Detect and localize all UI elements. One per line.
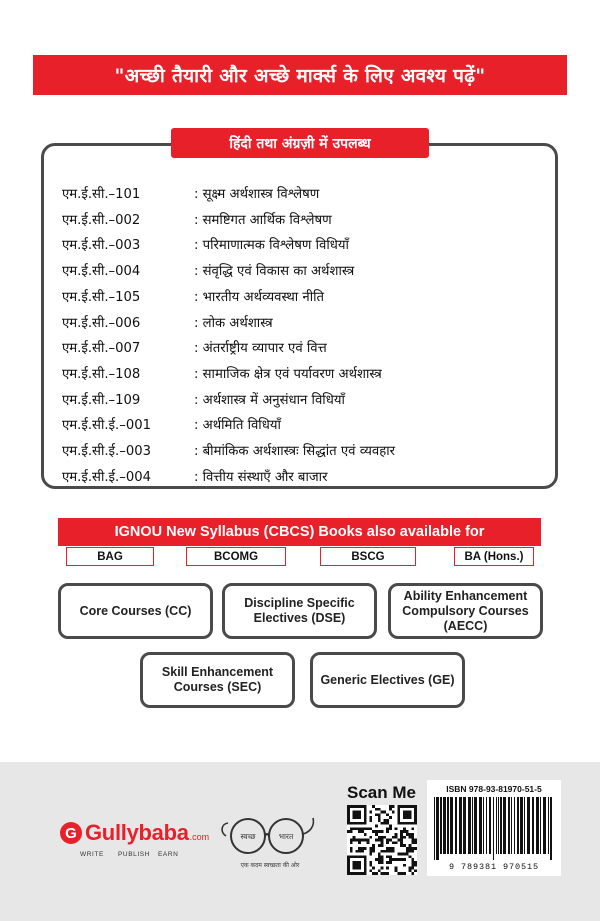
programme-tag-ba-hons: BA (Hons.) bbox=[454, 547, 534, 566]
course-code: एम.ई.सी.ई.–004 bbox=[62, 469, 151, 485]
course-title: : परिमाणात्मक विश्लेषण विधियाँ bbox=[194, 238, 349, 254]
course-row bbox=[62, 467, 327, 485]
scan-me-label: Scan Me bbox=[347, 783, 416, 802]
course-row bbox=[62, 235, 349, 253]
course-code: एम.ई.सी.–002 bbox=[62, 212, 141, 228]
category-core-courses: Core Courses (CC) bbox=[58, 583, 213, 639]
course-title: : वित्तीय संस्थाएँ और बाजार bbox=[194, 469, 328, 485]
category-ge: Generic Electives (GE) bbox=[310, 652, 465, 708]
gullybaba-domain-suffix: .com bbox=[189, 832, 210, 842]
category-aecc: Ability Enhancement Compulsory Courses (AECC) bbox=[388, 583, 543, 639]
course-title: : संवृद्धि एवं विकास का अर्थशास्त्र bbox=[194, 264, 355, 280]
availability-tag: हिंदी तथा अंग्रज़ी में उपलब्ध bbox=[171, 128, 429, 158]
course-row bbox=[62, 210, 332, 228]
course-row bbox=[62, 364, 382, 382]
swachh-bharat-glasses-icon bbox=[218, 806, 318, 862]
bharat-text: भारत bbox=[278, 832, 294, 841]
course-code: एम.ई.सी.–004 bbox=[62, 264, 141, 280]
course-code: एम.ई.सी.ई.–001 bbox=[62, 418, 151, 434]
category-dse: Discipline Specific Electives (DSE) bbox=[222, 583, 377, 639]
course-code: एम.ई.सी.–105 bbox=[62, 289, 141, 305]
course-title: : भारतीय अर्थव्यवस्था नीति bbox=[194, 289, 325, 305]
course-code: एम.ई.सी.ई.–003 bbox=[62, 444, 151, 459]
course-title: : अर्थशास्त्र में अनुसंधान विधियाँ bbox=[194, 392, 345, 408]
course-code: एम.ई.सी.–109 bbox=[62, 392, 141, 408]
course-title: : अंतर्राष्ट्रीय व्यापार एवं वित्त bbox=[194, 341, 327, 357]
qr-code-icon[interactable] bbox=[347, 805, 417, 875]
programme-tag-bcomg: BCOMG bbox=[186, 547, 286, 566]
course-row bbox=[62, 415, 281, 433]
barcode-digits: 9 789381 970515 bbox=[448, 862, 539, 872]
course-code: एम.ई.सी.–007 bbox=[62, 341, 141, 357]
barcode-icon bbox=[432, 797, 556, 860]
tagline-write: WRITE bbox=[80, 851, 104, 858]
course-row bbox=[62, 338, 327, 356]
course-code: एम.ई.सी.–006 bbox=[62, 315, 141, 331]
top-banner: "अच्छी तैयारी और अच्छे मार्क्स के लिए अवश्य पढ़ें" bbox=[33, 55, 567, 95]
course-title: : अर्थमिति विधियाँ bbox=[194, 418, 281, 434]
course-title: : बीमांकिक अर्थशास्त्रः सिद्धांत एवं व्यवहार bbox=[194, 444, 396, 459]
course-title: : समष्टिगत आर्थिक विश्लेषण bbox=[194, 212, 332, 228]
course-code: एम.ई.सी.–003 bbox=[62, 238, 141, 254]
course-title: : सामाजिक क्षेत्र एवं पर्यावरण अर्थशास्त्र bbox=[194, 366, 382, 382]
course-row bbox=[62, 313, 273, 331]
course-row bbox=[62, 184, 319, 202]
isbn-number: ISBN 978-93-81970-51-5 bbox=[446, 784, 542, 794]
course-row bbox=[62, 287, 324, 305]
gullybaba-g-icon: G bbox=[60, 822, 82, 844]
course-title: : सूक्ष्म अर्थशास्त्र विश्लेषण bbox=[194, 187, 320, 202]
course-row bbox=[62, 390, 345, 408]
gullybaba-brand: Gullybaba bbox=[85, 820, 189, 845]
course-title: : लोक अर्थशास्त्र bbox=[194, 315, 273, 331]
course-code: एम.ई.सी.–108 bbox=[62, 366, 141, 382]
swachh-text: स्वच्छ bbox=[240, 832, 256, 841]
course-row bbox=[62, 441, 395, 459]
tagline-earn: EARN bbox=[158, 851, 179, 858]
course-row bbox=[62, 261, 354, 279]
swachh-slogan: एक कदम स्वच्छता की ओर bbox=[240, 862, 300, 869]
tagline-publish: PUBLISH bbox=[118, 851, 151, 858]
programme-tag-bscg: BSCG bbox=[320, 547, 416, 566]
ignou-banner: IGNOU New Syllabus (CBCS) Books also available for bbox=[58, 518, 541, 546]
category-sec: Skill Enhancement Courses (SEC) bbox=[140, 652, 295, 708]
gullybaba-logo bbox=[60, 820, 209, 846]
programme-tag-bag: BAG bbox=[66, 547, 154, 566]
course-code: एम.ई.सी.–101 bbox=[62, 187, 141, 202]
